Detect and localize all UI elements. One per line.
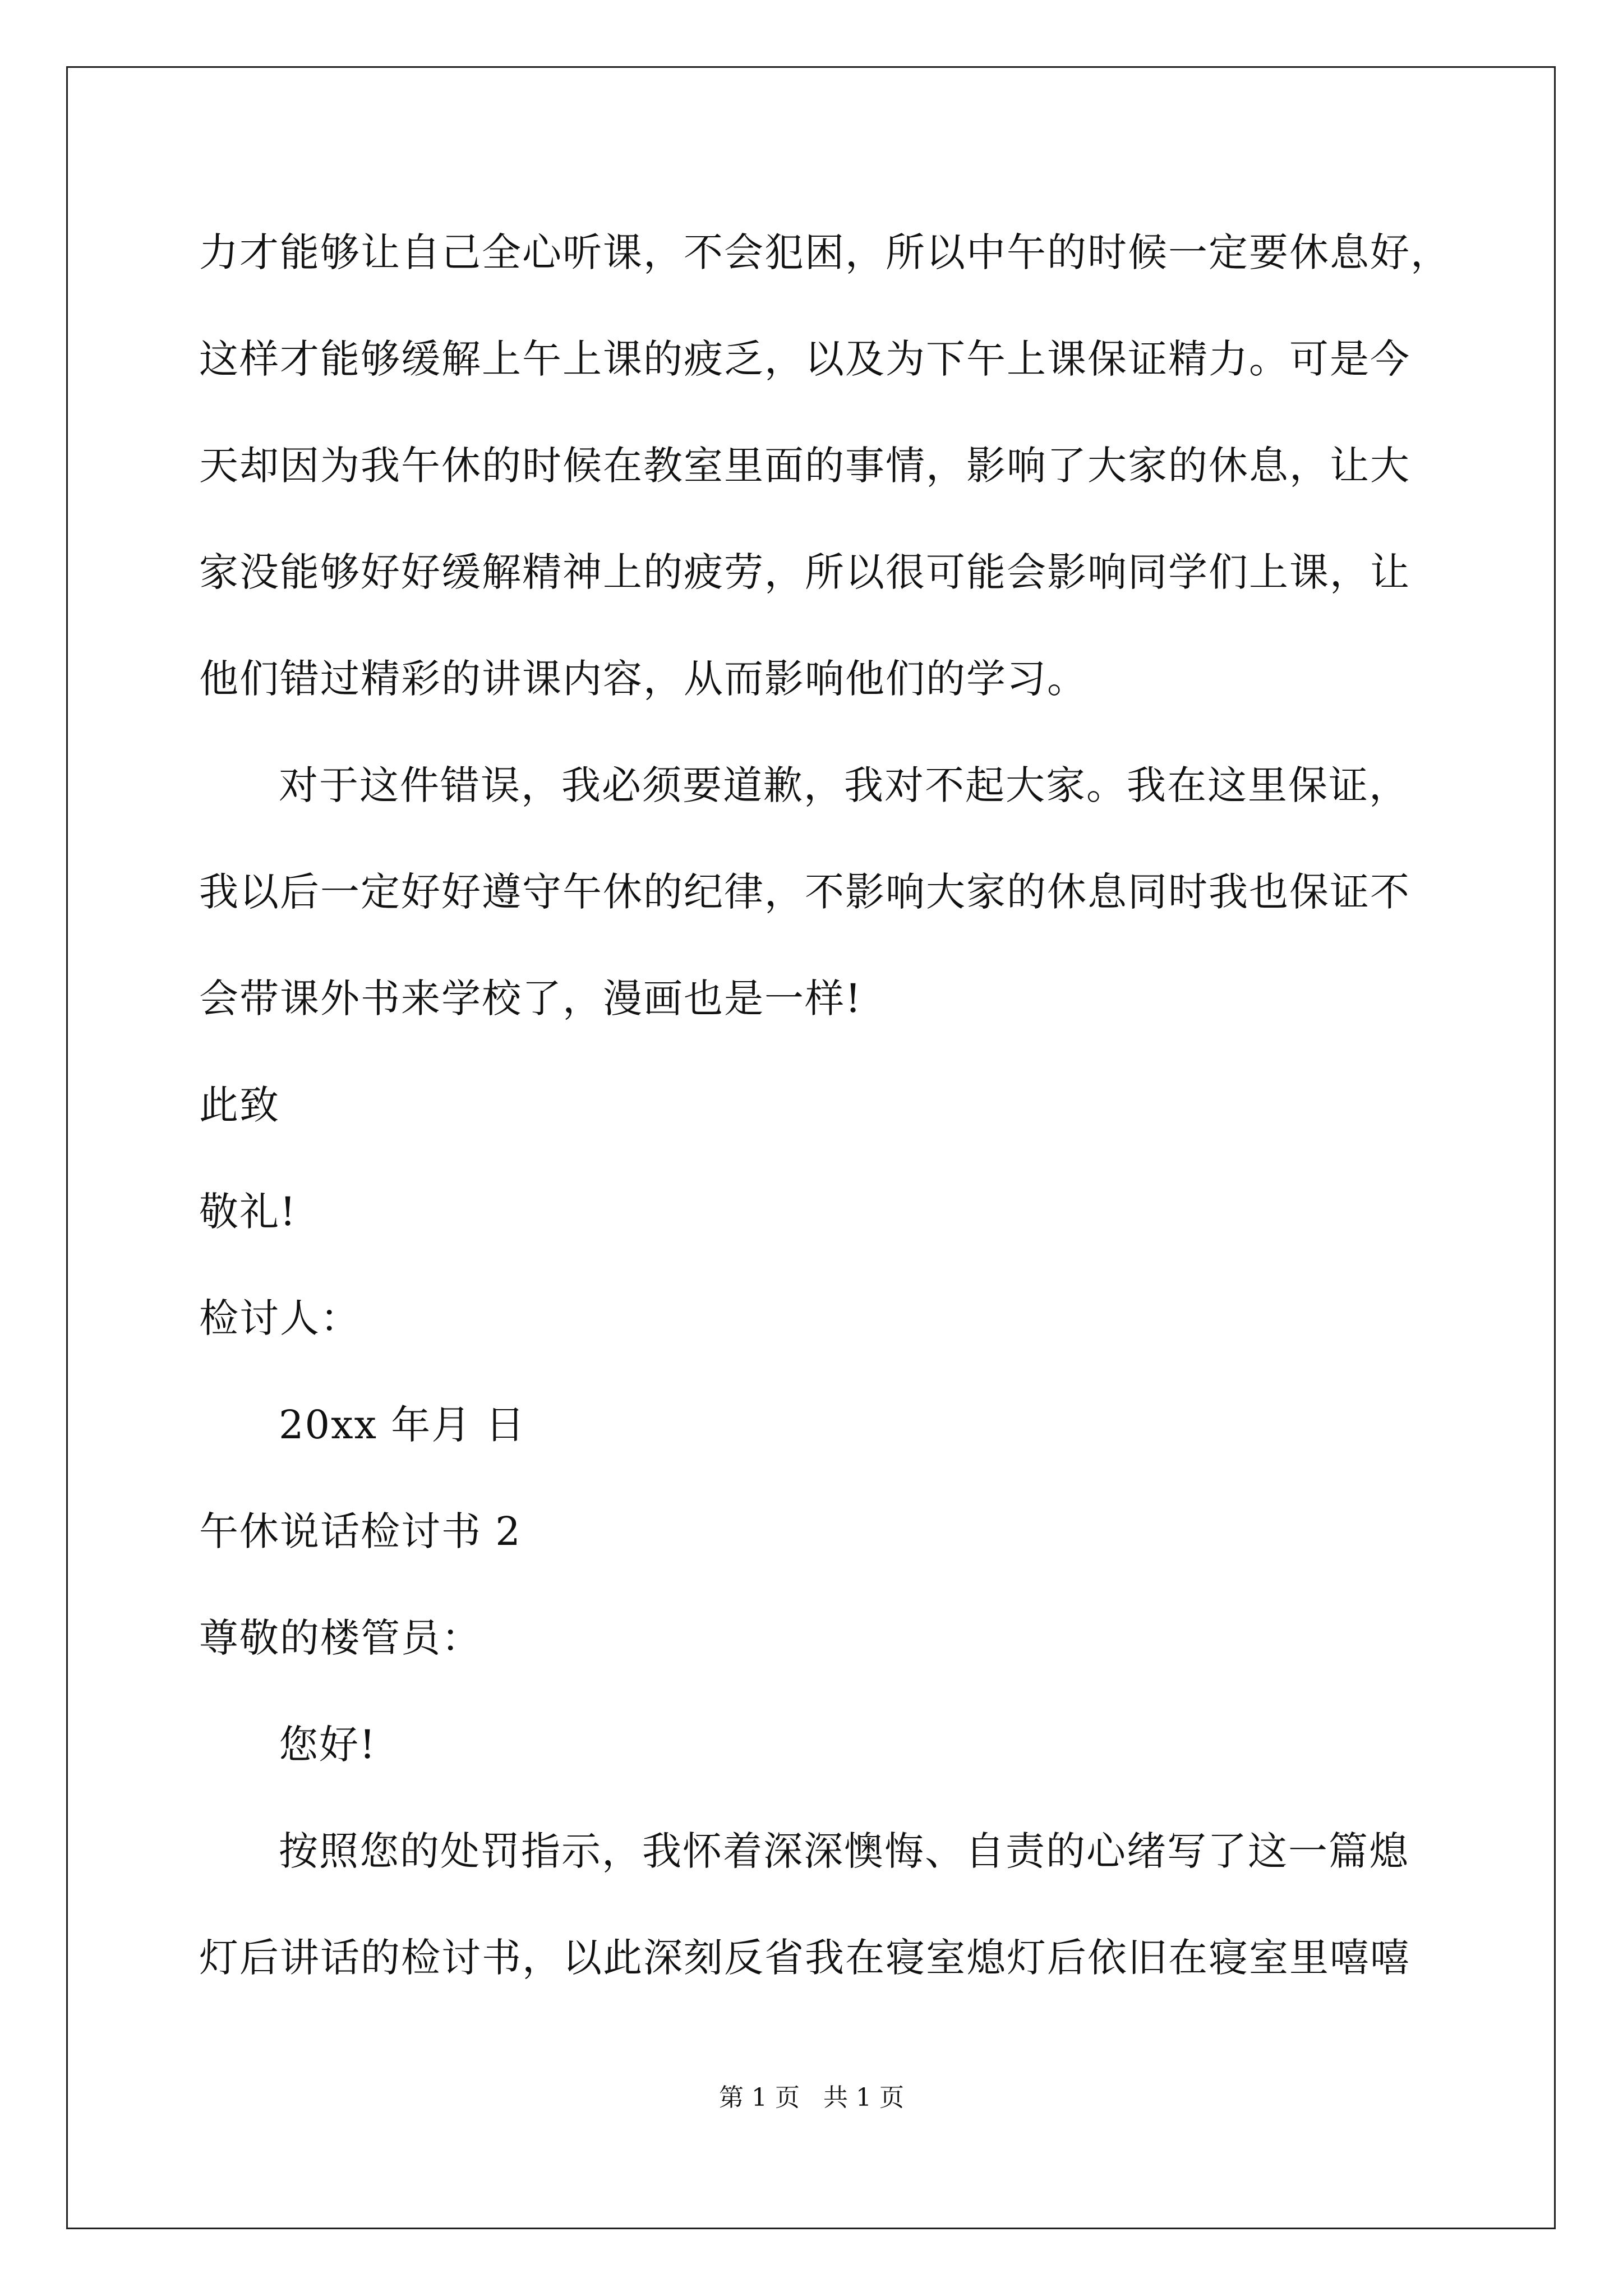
closing-salutation: 此致 bbox=[199, 1082, 280, 1128]
body-text-line: 力才能够让自己全心听课，不会犯困，所以中午的时候一定要休息好， bbox=[199, 229, 1451, 275]
paragraph-first-line: 对于这件错误，我必须要道歉，我对不起大家。我在这里保证， bbox=[279, 762, 1409, 808]
body-text-line: 我以后一定好好遵守午休的纪律，不影响大家的休息同时我也保证不 bbox=[199, 869, 1410, 915]
closing-regards: 敬礼! bbox=[199, 1189, 297, 1235]
body-text-line: 这样才能够缓解上午上课的疲乏，以及为下午上课保证精力。可是今 bbox=[199, 336, 1410, 382]
page-number-footer: 第 1 页 共 1 页 bbox=[719, 2083, 904, 2112]
date-line: 20xx 年月 日 bbox=[279, 1402, 526, 1448]
body-text-line: 灯后讲话的检讨书，以此深刻反省我在寝室熄灯后依旧在寝室里嘻嘻 bbox=[199, 1935, 1410, 1981]
section-title: 午休说话检讨书 2 bbox=[199, 1508, 522, 1554]
paragraph-first-line: 按照您的处罚指示，我怀着深深懊悔、自责的心绪写了这一篇熄 bbox=[279, 1828, 1409, 1874]
body-text-line: 家没能够好好缓解精神上的疲劳，所以很可能会影响同学们上课，让 bbox=[199, 549, 1410, 595]
body-text-line: 会带课外书来学校了，漫画也是一样! bbox=[199, 976, 863, 1022]
page-border bbox=[66, 66, 1556, 2229]
signature-label: 检讨人： bbox=[199, 1295, 361, 1341]
body-text-line: 他们错过精彩的讲课内容，从而影响他们的学习。 bbox=[199, 656, 1087, 702]
letter-recipient: 尊敬的楼管员： bbox=[199, 1615, 482, 1661]
body-text-line: 天却因为我午休的时候在教室里面的事情，影响了大家的休息，让大 bbox=[199, 443, 1410, 489]
letter-greeting: 您好! bbox=[279, 1722, 377, 1768]
